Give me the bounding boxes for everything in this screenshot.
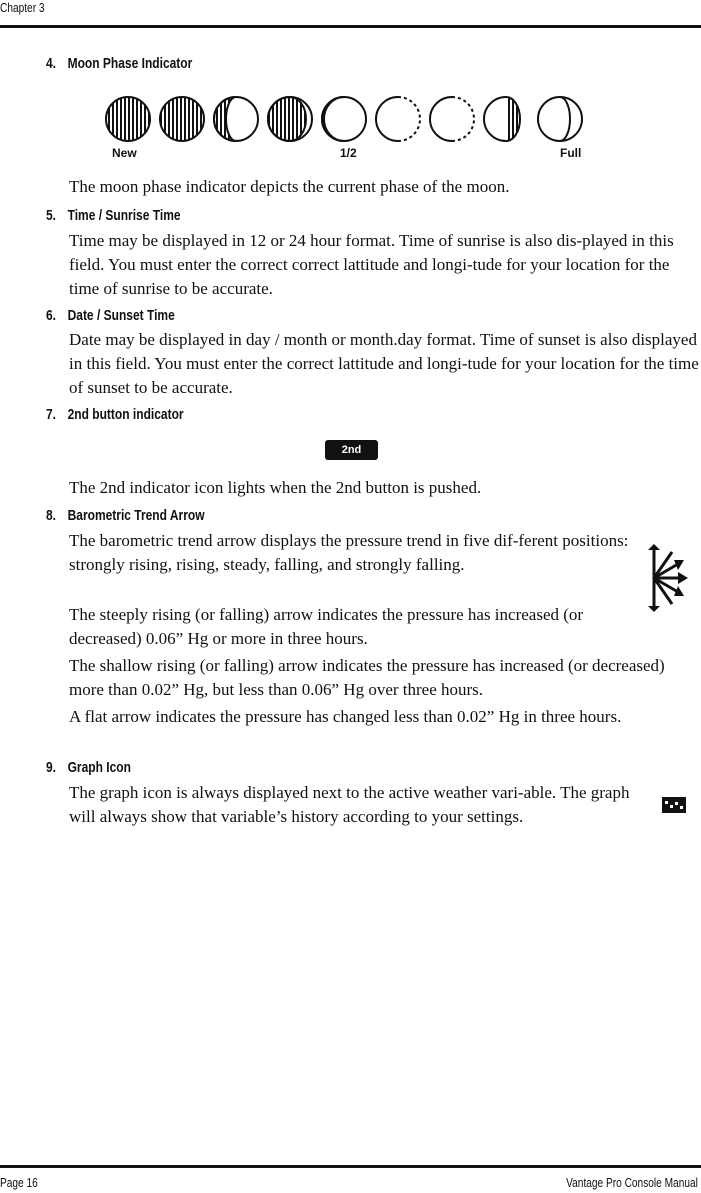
baro-text-3: The shallow rising (or falling) arrow indicates the pressure has increased (or decreased) more than 0.02” Hg, but less than 0.06” Hg over three hours. xyxy=(69,656,665,699)
footer-rule xyxy=(0,1165,701,1168)
section-heading-moon: 4. Moon Phase Indicator xyxy=(46,55,193,72)
time-text: Time may be displayed in 12 or 24 hour format. Time of sunrise is also dis-played in this field. You must enter the correct correct lattitude and longi-tude for your location for the time of sunrise to be accurate. xyxy=(69,231,674,298)
baro-text-4: A flat arrow indicates the pressure has changed less than 0.02” Hg in three hours. xyxy=(69,707,622,726)
date-text: Date may be displayed in day / month or month.day format. Time of sunset is also displayed in this field. You must enter the correct lattitude and longi-tude for your location for the time of sunset to be accurate. xyxy=(69,330,699,397)
graph-text: The graph icon is always displayed next to the active weather vari-able. The graph will always show that variable’s history according to your settings. xyxy=(69,783,630,826)
manual-title: Vantage Pro Console Manual xyxy=(566,1175,698,1190)
barometric-trend-arrow-icon xyxy=(644,544,690,612)
header-rule xyxy=(0,25,701,28)
section-heading-graph: 9. Graph Icon xyxy=(46,759,131,776)
baro-text-2: The steeply rising (or falling) arrow indicates the pressure has increased (or decreased) 0.06” Hg or more in three hours. xyxy=(69,605,584,648)
section-heading-time: 5. Time / Sunrise Time xyxy=(46,207,181,224)
second-text: The 2nd indicator icon lights when the 2nd button is pushed. xyxy=(69,478,482,497)
section-heading-baro: 8. Barometric Trend Arrow xyxy=(46,507,205,524)
page-number: Page 16 xyxy=(0,1175,38,1190)
moon-label-half: 1/2 xyxy=(340,146,357,160)
baro-text-1: The barometric trend arrow displays the pressure trend in five dif-ferent positions: strongly rising, rising, steady, falling, and strongly falling. xyxy=(69,531,629,574)
chapter-header: Chapter 3 xyxy=(0,0,45,15)
moon-text: The moon phase indicator depicts the current phase of the moon. xyxy=(69,177,510,196)
moon-label-new: New xyxy=(112,146,137,160)
moon-label-full: Full xyxy=(560,146,582,160)
moon-phase-icon xyxy=(104,90,599,162)
section-heading-date: 6. Date / Sunset Time xyxy=(46,307,175,324)
second-indicator-icon: 2nd xyxy=(325,440,378,460)
graph-icon xyxy=(662,797,686,813)
section-heading-second: 7. 2nd button indicator xyxy=(46,406,184,423)
